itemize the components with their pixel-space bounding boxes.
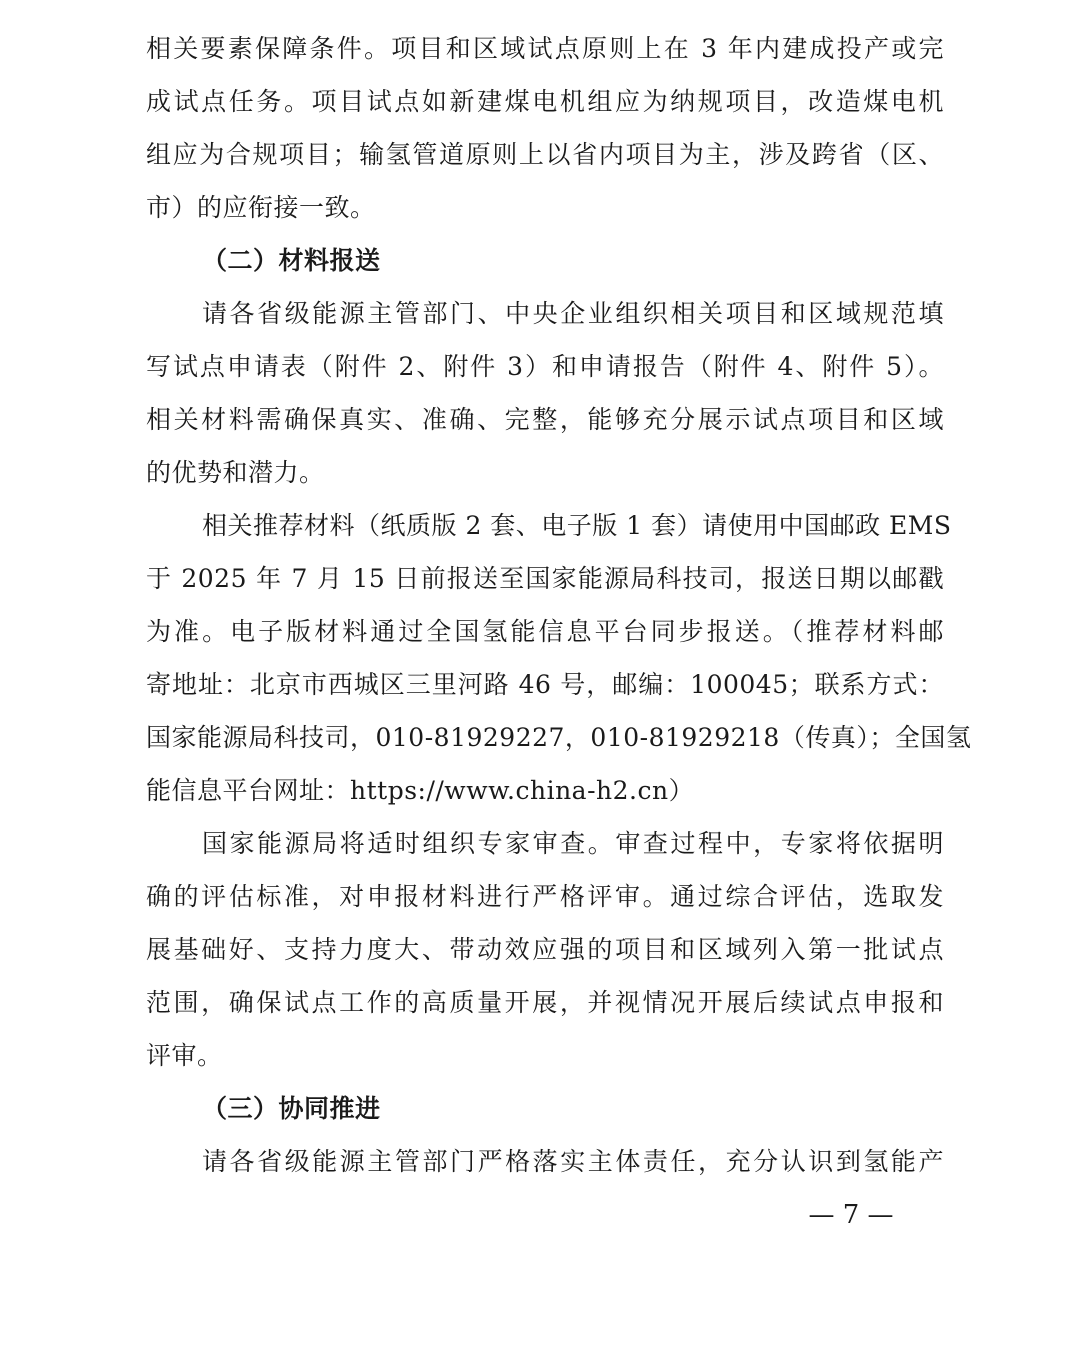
paragraph-submission-details: [146, 499, 972, 817]
paragraph-expert-review: [146, 817, 944, 1082]
text-line: 于 2025 年 7 月 15 日前报送至国家能源局科技司，报送日期以邮戳: [146, 564, 944, 593]
text-line: 国家能源局将适时组织专家审查。审查过程中，专家将依据明: [202, 829, 944, 858]
text-line: 评审。: [146, 1041, 223, 1070]
text-line: 相关要素保障条件。项目和区域试点原则上在 3 年内建成投产或完: [146, 34, 944, 63]
paragraph-requirements-continued: [146, 22, 944, 234]
section-heading-coordinated-advancement: （三）协同推进: [202, 1094, 381, 1123]
section-heading-materials-submission: （二）材料报送: [202, 246, 381, 275]
text-line: 写试点申请表（附件 2、附件 3）和申请报告（附件 4、附件 5）。: [146, 352, 944, 381]
text-line: 范围，确保试点工作的高质量开展，并视情况开展后续试点申报和: [146, 988, 944, 1017]
text-line: 为准。电子版材料通过全国氢能信息平台同步报送。（推荐材料邮: [146, 617, 944, 646]
text-line: 能信息平台网址：https://www.china-h2.cn）: [146, 776, 695, 805]
text-line: 相关推荐材料（纸质版 2 套、电子版 1 套）请使用中国邮政 EMS: [202, 511, 952, 540]
text-line: 组应为合规项目；输氢管道原则上以省内项目为主，涉及跨省（区、: [146, 140, 944, 169]
text-line: 市）的应衔接一致。: [146, 193, 376, 222]
paragraph-responsibilities: [146, 1135, 944, 1188]
text-line: 成试点任务。项目试点如新建煤电机组应为纳规项目，改造煤电机: [146, 87, 944, 116]
text-line: 寄地址：北京市西城区三里河路 46 号，邮编：100045；联系方式：: [146, 670, 944, 699]
paragraph-application-forms: [146, 287, 944, 499]
text-line: 的优势和潜力。: [146, 458, 325, 487]
document-body: [146, 22, 972, 1188]
text-line: 请各省级能源主管部门、中央企业组织相关项目和区域规范填: [202, 299, 944, 328]
text-line: 国家能源局科技司，010-81929227，010-81929218（传真）；全国氢: [146, 723, 972, 752]
text-line: 请各省级能源主管部门严格落实主体责任，充分认识到氢能产: [202, 1147, 944, 1176]
text-line: 展基础好、支持力度大、带动效应强的项目和区域列入第一批试点: [146, 935, 944, 964]
page-number: — 7 —: [808, 1200, 894, 1230]
text-line: 确的评估标准，对申报材料进行严格评审。通过综合评估，选取发: [146, 882, 944, 911]
text-line: 相关材料需确保真实、准确、完整，能够充分展示试点项目和区域: [146, 405, 944, 434]
